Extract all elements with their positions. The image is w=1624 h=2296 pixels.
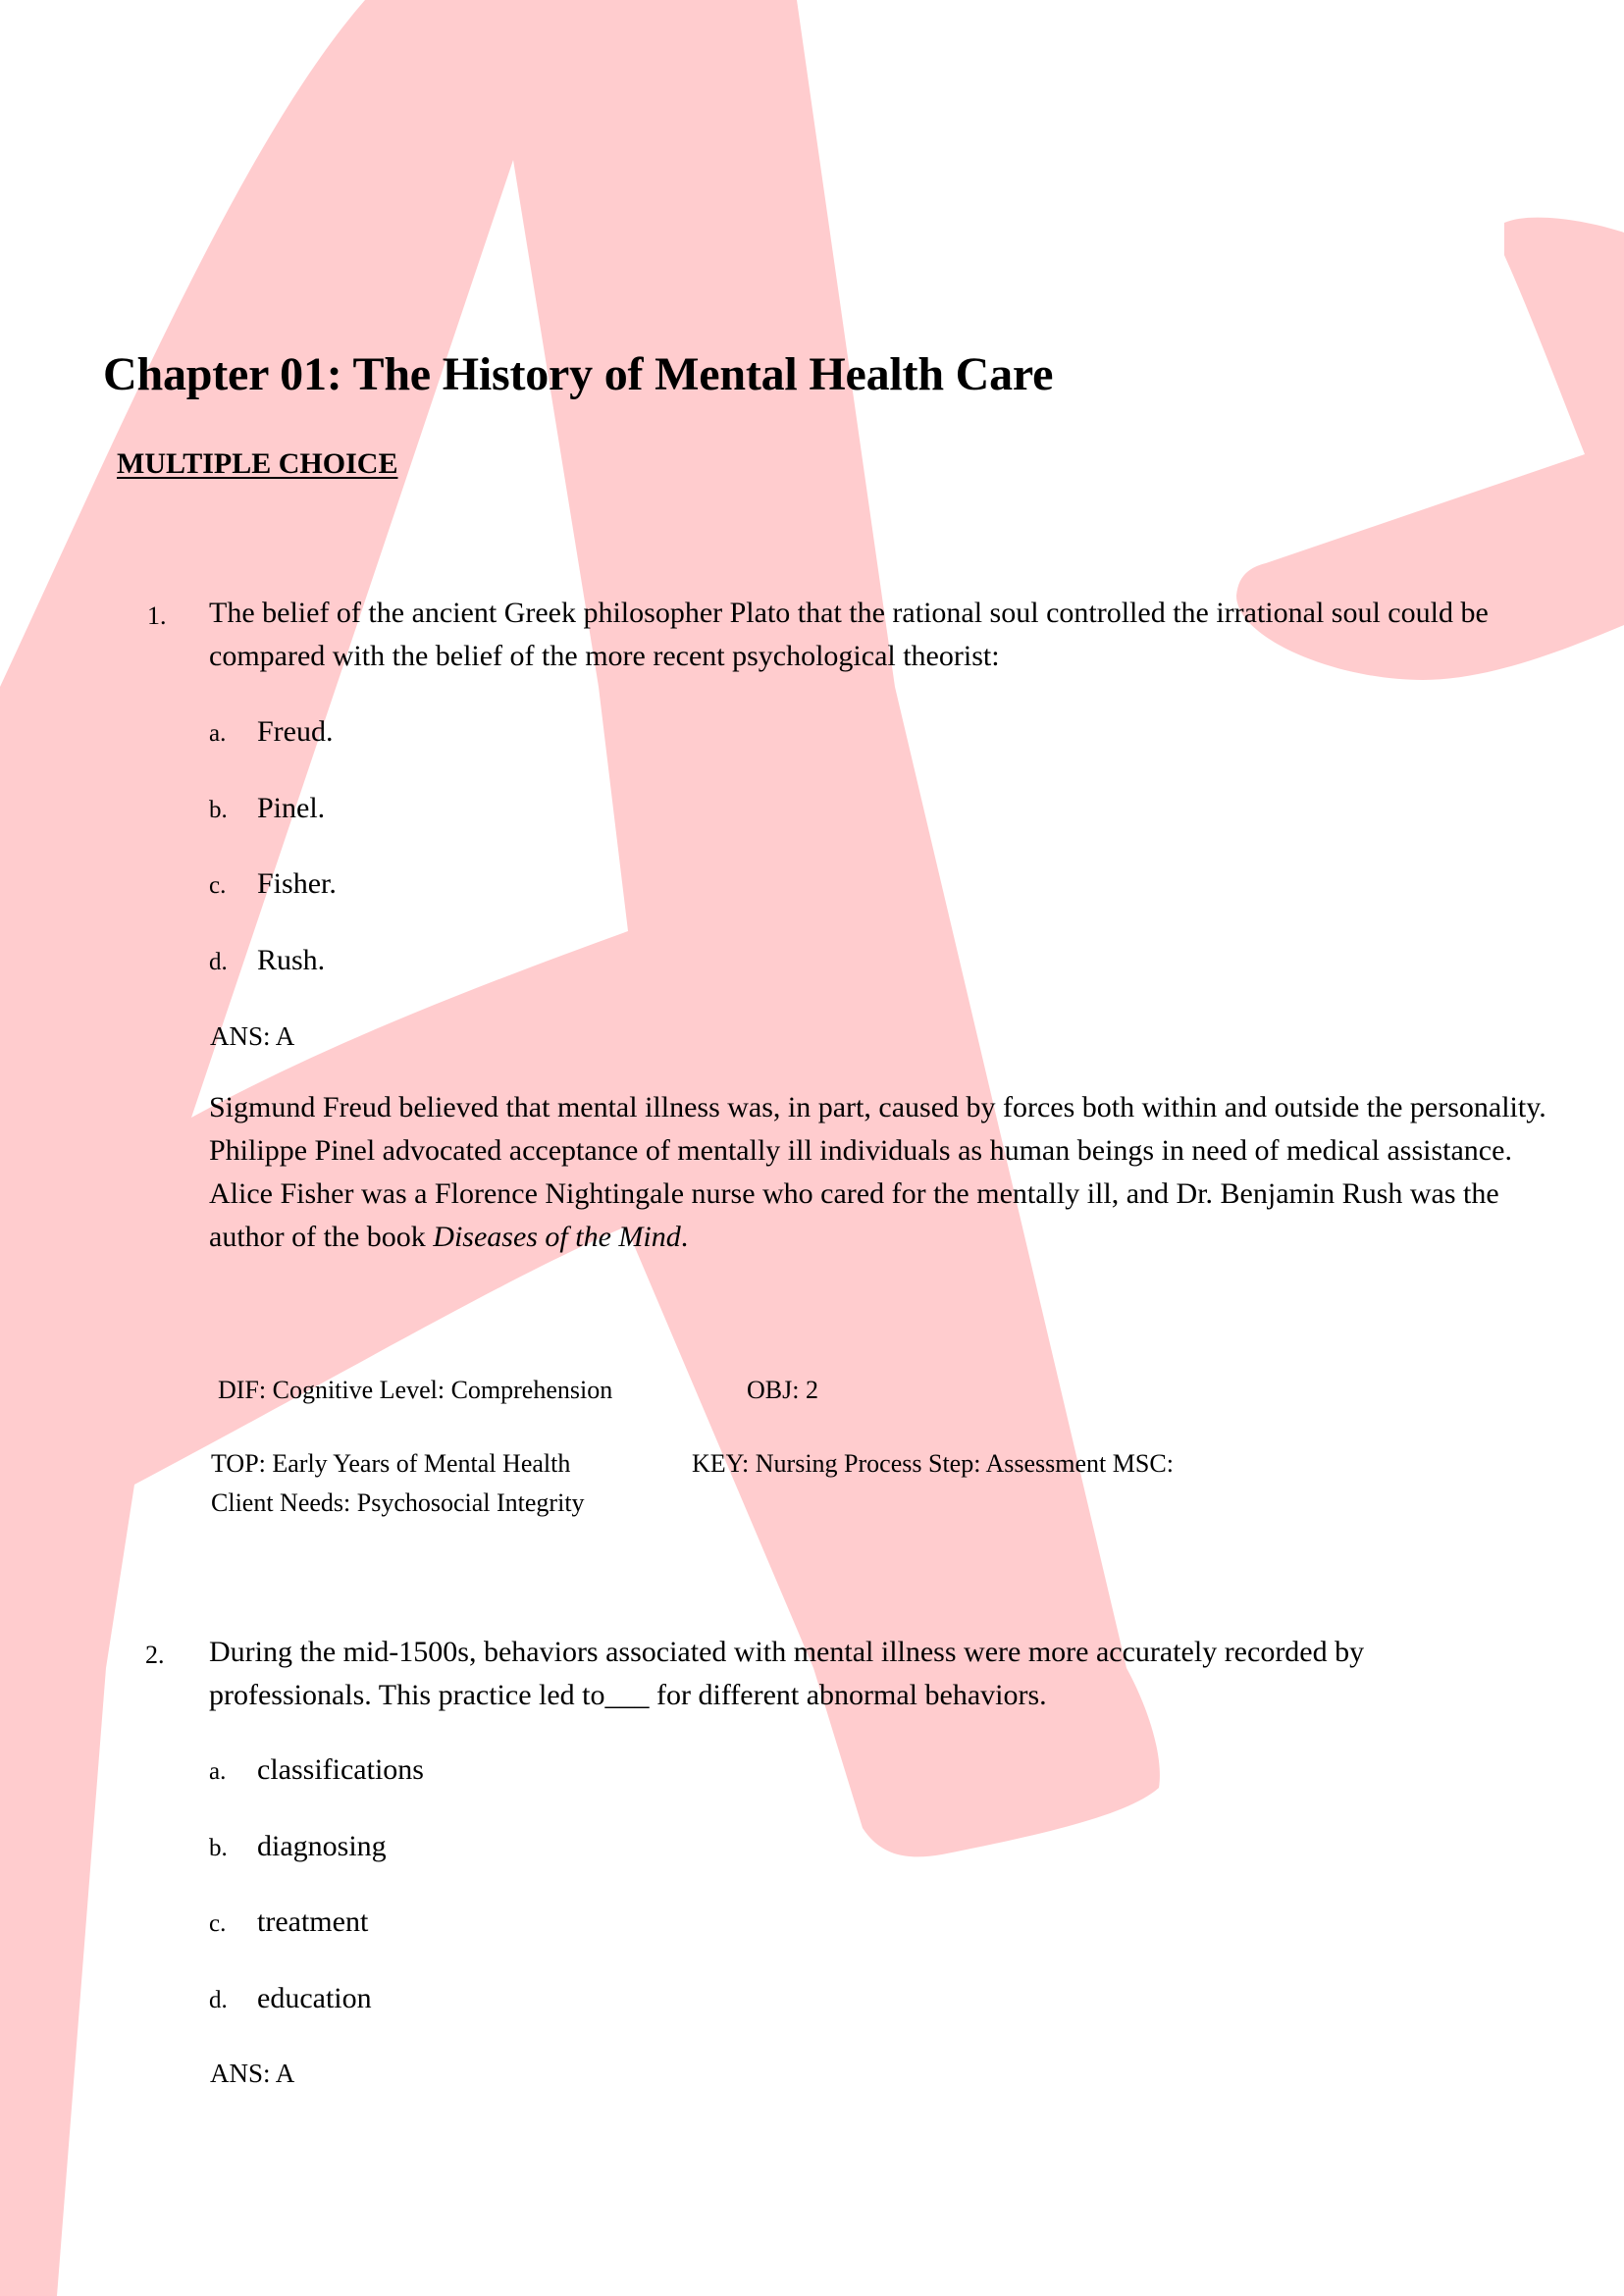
question-number: 2. — [145, 1641, 165, 1669]
option-letter: d. — [209, 949, 228, 975]
option-text: classifications — [257, 1753, 424, 1786]
answer-key: ANS: A — [210, 2059, 295, 2088]
option-text: Pinel. — [257, 792, 326, 824]
option-text: Rush. — [257, 944, 326, 976]
option-text: Freud. — [257, 715, 334, 748]
question-number: 1. — [147, 601, 167, 630]
rationale — [209, 1086, 1568, 1259]
page-title: Chapter 01: The History of Mental Health Care — [103, 348, 1054, 400]
option-text: treatment — [257, 1905, 369, 1938]
option-letter: c. — [209, 1910, 227, 1937]
option-text: education — [257, 1982, 372, 2014]
question-stem: During the mid-1500s, behaviors associated with mental illness were more accurately recorded by professionals. This practice led to___ for different abnormal behaviors. — [209, 1636, 1365, 1711]
meta-client-needs: Client Needs: Psychosocial Integrity — [211, 1488, 585, 1517]
option-letter: c. — [209, 872, 227, 899]
meta-key: KEY: Nursing Process Step: Assessment MSC: — [692, 1449, 1174, 1478]
option-letter: d. — [209, 1987, 228, 2013]
section-heading: MULTIPLE CHOICE — [117, 447, 398, 480]
option-letter: b. — [209, 1835, 228, 1861]
meta-difficulty: DIF: Cognitive Level: Comprehension — [218, 1376, 613, 1404]
meta-objective: OBJ: 2 — [747, 1376, 818, 1404]
rationale-end: . — [680, 1221, 689, 1253]
question-stem: The belief of the ancient Greek philosopher Plato that the rational soul controlled the irrational soul could be compared with the belief of the more recent psychological theorist: — [209, 597, 1489, 672]
option-text: diagnosing — [257, 1830, 387, 1862]
rationale-book-title: Diseases of the Mind — [433, 1221, 681, 1253]
option-text: Fisher. — [257, 867, 337, 900]
meta-topic: TOP: Early Years of Mental Health — [211, 1449, 571, 1478]
answer-key: ANS: A — [210, 1021, 295, 1051]
rationale-text: Sigmund Freud believed that mental illness was, in part, caused by forces both within and outside the personality. Philippe Pinel advocated acceptance of mentally ill individuals as human beings in need of medical assistance. Alice Fisher was a Florence Nightingale nurse who cared for the mentally ill, and Dr. Benjamin Rush was the author of the book — [209, 1091, 1546, 1253]
option-letter: b. — [209, 797, 228, 823]
option-letter: a. — [209, 720, 227, 747]
option-letter: a. — [209, 1758, 227, 1785]
